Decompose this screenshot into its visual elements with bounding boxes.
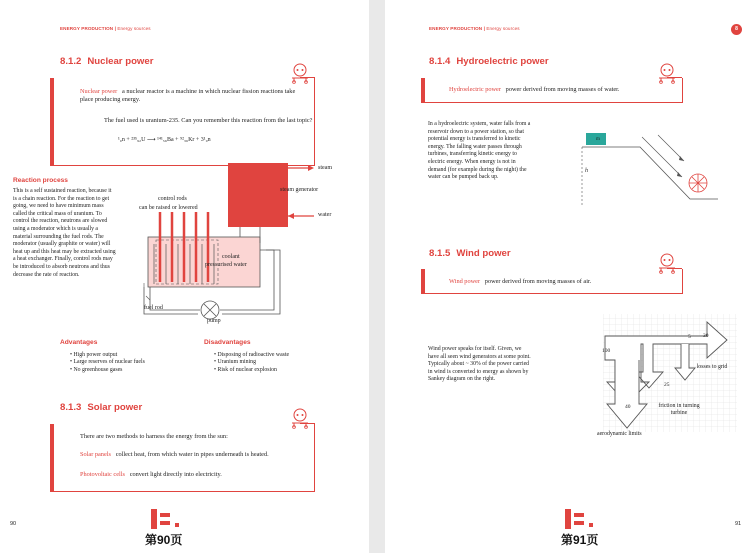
fuel-question: The fuel used is uranium-235. Can you remember this reaction from the last topic? (104, 117, 313, 124)
label-control-rods: control rods (158, 196, 187, 202)
definition-text: power derived from moving masses of water. (505, 86, 620, 93)
section-number: 8.1.2 (60, 56, 82, 67)
wind-text: Wind power speaks for itself. Given, we have all seen wind generators at some point. Typically about ~ 30% of the power carried in wind is converted to energy as shown by Sankey diagram on the right. (428, 346, 531, 383)
section-heading: Hydroelectric power (456, 56, 549, 67)
definition-text: power derived from moving masses of air. (484, 278, 592, 285)
label-coolant: coolant (222, 254, 240, 260)
def-solar-panels: collect heat, from which water in pipes underneath is heated. (115, 451, 269, 458)
sankey-value: 5 (688, 334, 691, 340)
section-number: 8.1.3 (60, 402, 82, 413)
fission-equation: ¹₀n + ²³⁵₉₂U ⟶ ¹⁴¹₅₆Ba + ⁹²₃₆Kr + 3¹₀n (118, 137, 211, 143)
section-title-nuclear (60, 56, 153, 67)
label-pressurised-water: pressurised water (205, 262, 247, 268)
publisher-logo-icon (151, 509, 181, 529)
definition-nuclear (80, 88, 310, 104)
label-h: h (585, 168, 588, 174)
header-sub: Energy sources (117, 26, 151, 31)
disadvantages-list (214, 352, 354, 374)
label-m: m (596, 137, 600, 142)
footer-page-label: 第91页 (561, 533, 599, 547)
label-raised-lowered: can be raised or lowered (139, 205, 198, 211)
definition-term: Nuclear power (80, 88, 118, 95)
sankey-value: 30 (703, 333, 709, 339)
label-fuel-rod: fuel rod (144, 305, 163, 311)
footer-page-label: 第90页 (145, 533, 183, 547)
term-solar-panels: Solar panels (80, 451, 111, 458)
definition-text: a nuclear reactor is a machine in which nuclear fission reactions take place producing energy. (80, 88, 296, 103)
reaction-process-text: This is a self sustained reaction, because it is a chain reaction. For the reaction to get going, we need to have minimum mass called the critical mass of uranium. To control the reaction, neutrons are slowed using a moderator which is usually a material surrounding the fuel rods. The moderator (usually graphite or water) will heat up and this heat may be extracted using a heat exchanger. Finally, control rods may be introduced to absorb neutrons and thus decrease the rate of reaction. (13, 188, 116, 278)
definition-term: Hydroelectric power (449, 86, 501, 93)
section-number: 8.1.4 (429, 56, 451, 67)
sankey-value: 100 (602, 348, 611, 354)
section-title-solar (60, 402, 142, 413)
label-water: water (318, 212, 332, 218)
section-title-hydro (429, 56, 549, 67)
section-heading: Nuclear power (87, 56, 154, 67)
term-photovoltaic: Photovoltaic cells (80, 471, 125, 478)
steam-generator (228, 163, 288, 227)
list-item: • Uranium mining (214, 359, 354, 366)
definition-term: Wind power (449, 278, 481, 285)
running-header: ENERGY PRODUCTION | Energy sources (429, 26, 520, 31)
right-page (385, 0, 754, 553)
section-title-wind (429, 248, 511, 259)
advantages-list (70, 352, 200, 374)
list-item: • Disposing of radioactive waste (214, 352, 354, 359)
running-header: ENERGY PRODUCTION | Energy sources (60, 26, 151, 31)
list-item: • Risk of nuclear explosion (214, 367, 354, 374)
header-main: ENERGY PRODUCTION (429, 26, 483, 31)
label-steam: steam (318, 165, 332, 171)
subheading-advantages: Advantages (60, 339, 98, 346)
section-heading: Solar power (87, 402, 143, 413)
section-heading: Wind power (456, 248, 511, 259)
sankey-diagram (597, 312, 737, 442)
label-steam-generator: steam generator (280, 187, 319, 193)
subheading-reaction-process: Reaction process (13, 177, 68, 184)
label-pump: pump (207, 318, 221, 324)
header-sub: Energy sources (486, 26, 520, 31)
label-aerodynamic-limits: aerodynamic limits (597, 431, 642, 437)
def-photovoltaic: convert light directly into electricity. (129, 471, 222, 478)
page-number: 90 (10, 521, 17, 527)
subheading-disadvantages: Disadvantages (204, 339, 251, 346)
label-friction: friction in turning turbine (658, 403, 700, 416)
solar-intro: There are two methods to harness the energy from the sun: (80, 433, 228, 440)
page-number: 91 (735, 521, 742, 527)
list-item: • High power output (70, 352, 200, 359)
label-losses-to-grid: losses to grid (696, 364, 728, 370)
sankey-value: 40 (625, 404, 631, 410)
list-item: • Large reserves of nuclear fuels (70, 359, 200, 366)
publisher-logo-icon (565, 509, 595, 529)
hydro-diagram (580, 125, 720, 210)
sankey-value: 25 (664, 382, 670, 388)
section-number: 8.1.5 (429, 248, 451, 259)
header-main: ENERGY PRODUCTION (60, 26, 114, 31)
left-page (0, 0, 369, 553)
hydro-text: In a hydroelectric system, water falls from a reservoir down to a power station, so that potential energy is transferred to kinetic energy. The falling water passes through turbines, transferring kinetic energy to electric energy. When energy is not in demand (for example during the night) the water can be pumped back up. (428, 121, 531, 181)
list-item: • No greenhouse gases (70, 367, 200, 374)
reactor-diagram (140, 160, 340, 330)
chapter-badge: 8 (731, 24, 742, 35)
